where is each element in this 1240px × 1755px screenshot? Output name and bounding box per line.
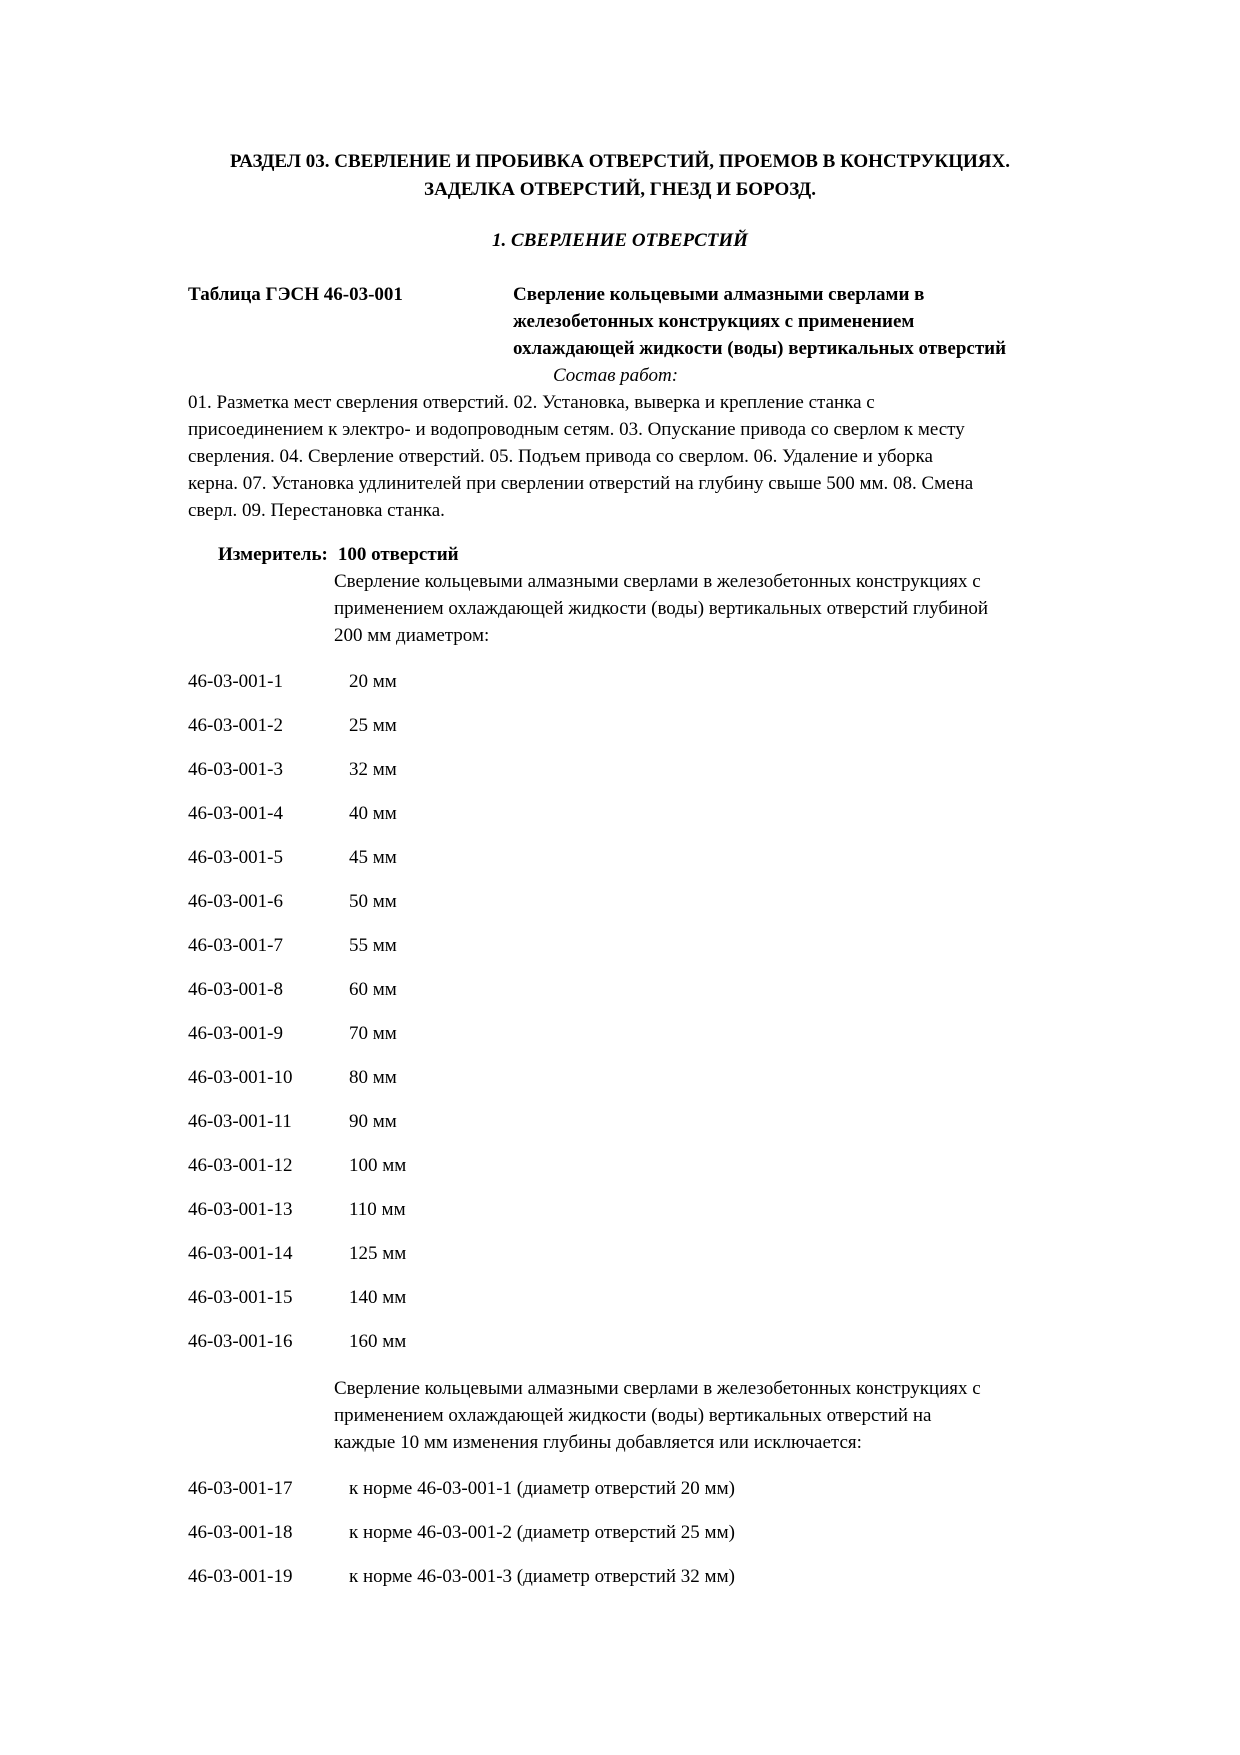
norm-row [188,932,1088,976]
group-description-line: Сверление кольцевыми алмазными сверлами в железобетонных конструкциях с [334,571,981,592]
table-code: Таблица ГЭСН 46-03-001 [188,284,403,305]
composition-text [188,389,1068,524]
norm-row [188,712,1088,756]
measure-value: 100 отверстий [337,544,459,565]
norm-code: 46-03-001-8 [188,979,283,1000]
subsection-title: 1. СВЕРЛЕНИЕ ОТВЕРСТИЙ [492,230,748,251]
norm-code: 46-03-001-2 [188,715,283,736]
norm-row [188,1020,1088,1064]
group-description [334,568,1064,649]
norm-value: 25 мм [349,715,397,736]
norm-row [188,1196,1088,1240]
norm-code: 46-03-001-10 [188,1067,293,1088]
group-description-line: 200 мм диаметром: [334,625,490,646]
norm-row [188,800,1088,844]
norm-value: 60 мм [349,979,397,1000]
norm-value: 100 мм [349,1155,407,1176]
composition-line: 01. Разметка мест сверления отверстий. 02. Установка, выверка и крепление станка с [188,392,875,413]
norm-row [188,1328,1088,1372]
norm-row [188,1284,1088,1328]
norm-value: к норме 46-03-001-1 (диаметр отверстий 20 мм) [349,1478,735,1499]
norm-list [188,1475,1088,1607]
composition-line: присоединением к электро- и водопроводным сетям. 03. Опускание привода со сверлом к месту [188,419,965,440]
norm-row [188,1563,1088,1607]
norm-row [188,888,1088,932]
norm-row [188,1064,1088,1108]
norm-value: к норме 46-03-001-3 (диаметр отверстий 32 мм) [349,1566,735,1587]
norm-row [188,1475,1088,1519]
norm-code: 46-03-001-17 [188,1478,293,1499]
measure-label: Измеритель: [218,544,328,565]
group-description-line: применением охлаждающей жидкости (воды) вертикальных отверстий глубиной [334,598,989,619]
section-title-line: РАЗДЕЛ 03. СВЕРЛЕНИЕ И ПРОБИВКА ОТВЕРСТИЙ, ПРОЕМОВ В КОНСТРУКЦИЯХ. [230,151,1010,172]
group-description-line: каждые 10 мм изменения глубины добавляется или исключается: [334,1432,862,1453]
norm-row [188,844,1088,888]
norm-value: 20 мм [349,671,397,692]
norm-value: 160 мм [349,1331,407,1352]
norm-value: 50 мм [349,891,397,912]
composition-label: Состав работ: [553,365,679,386]
table-description-line: охлаждающей жидкости (воды) вертикальных отверстий [513,338,1007,359]
norm-row [188,1108,1088,1152]
group-description [334,1375,1064,1456]
norm-row [188,1152,1088,1196]
norm-row [188,668,1088,712]
norm-row [188,1240,1088,1284]
composition-line: керна. 07. Установка удлинителей при сверлении отверстий на глубину свыше 500 мм. 08. Смена [188,473,974,494]
norm-value: 80 мм [349,1067,397,1088]
norm-value: 110 мм [349,1199,406,1220]
norm-code: 46-03-001-18 [188,1522,293,1543]
norm-code: 46-03-001-3 [188,759,283,780]
table-description-line: Сверление кольцевыми алмазными сверлами в [513,284,925,305]
norm-code: 46-03-001-1 [188,671,283,692]
measure-unit [218,541,459,568]
norm-value: 125 мм [349,1243,407,1264]
group-description-line: Сверление кольцевыми алмазными сверлами в железобетонных конструкциях с [334,1378,981,1399]
norm-code: 46-03-001-14 [188,1243,293,1264]
norm-list [188,668,1088,1372]
norm-row [188,976,1088,1020]
composition-line: сверления. 04. Сверление отверстий. 05. Подъем привода со сверлом. 06. Удаление и уборка [188,446,933,467]
section-title-line: ЗАДЕЛКА ОТВЕРСТИЙ, ГНЕЗД И БОРОЗД. [424,179,816,200]
table-description-line: железобетонных конструкциях с применением [513,311,915,332]
composition-line: сверл. 09. Перестановка станка. [188,500,445,521]
section-title [150,148,1090,204]
norm-value: 45 мм [349,847,397,868]
norm-value: 55 мм [349,935,397,956]
norm-row [188,756,1088,800]
group-description-line: применением охлаждающей жидкости (воды) вертикальных отверстий на [334,1405,932,1426]
norm-code: 46-03-001-16 [188,1331,293,1352]
norm-value: 70 мм [349,1023,397,1044]
norm-value: 32 мм [349,759,397,780]
norm-value: 90 мм [349,1111,397,1132]
norm-code: 46-03-001-6 [188,891,283,912]
norm-value: 40 мм [349,803,397,824]
norm-code: 46-03-001-13 [188,1199,293,1220]
norm-code: 46-03-001-7 [188,935,283,956]
norm-code: 46-03-001-11 [188,1111,292,1132]
norm-row [188,1519,1088,1563]
norm-code: 46-03-001-9 [188,1023,283,1044]
norm-code: 46-03-001-4 [188,803,283,824]
norm-code: 46-03-001-5 [188,847,283,868]
table-description [513,281,1058,362]
norm-value: к норме 46-03-001-2 (диаметр отверстий 25 мм) [349,1522,735,1543]
norm-code: 46-03-001-15 [188,1287,293,1308]
norm-code: 46-03-001-12 [188,1155,293,1176]
norm-code: 46-03-001-19 [188,1566,293,1587]
norm-value: 140 мм [349,1287,407,1308]
